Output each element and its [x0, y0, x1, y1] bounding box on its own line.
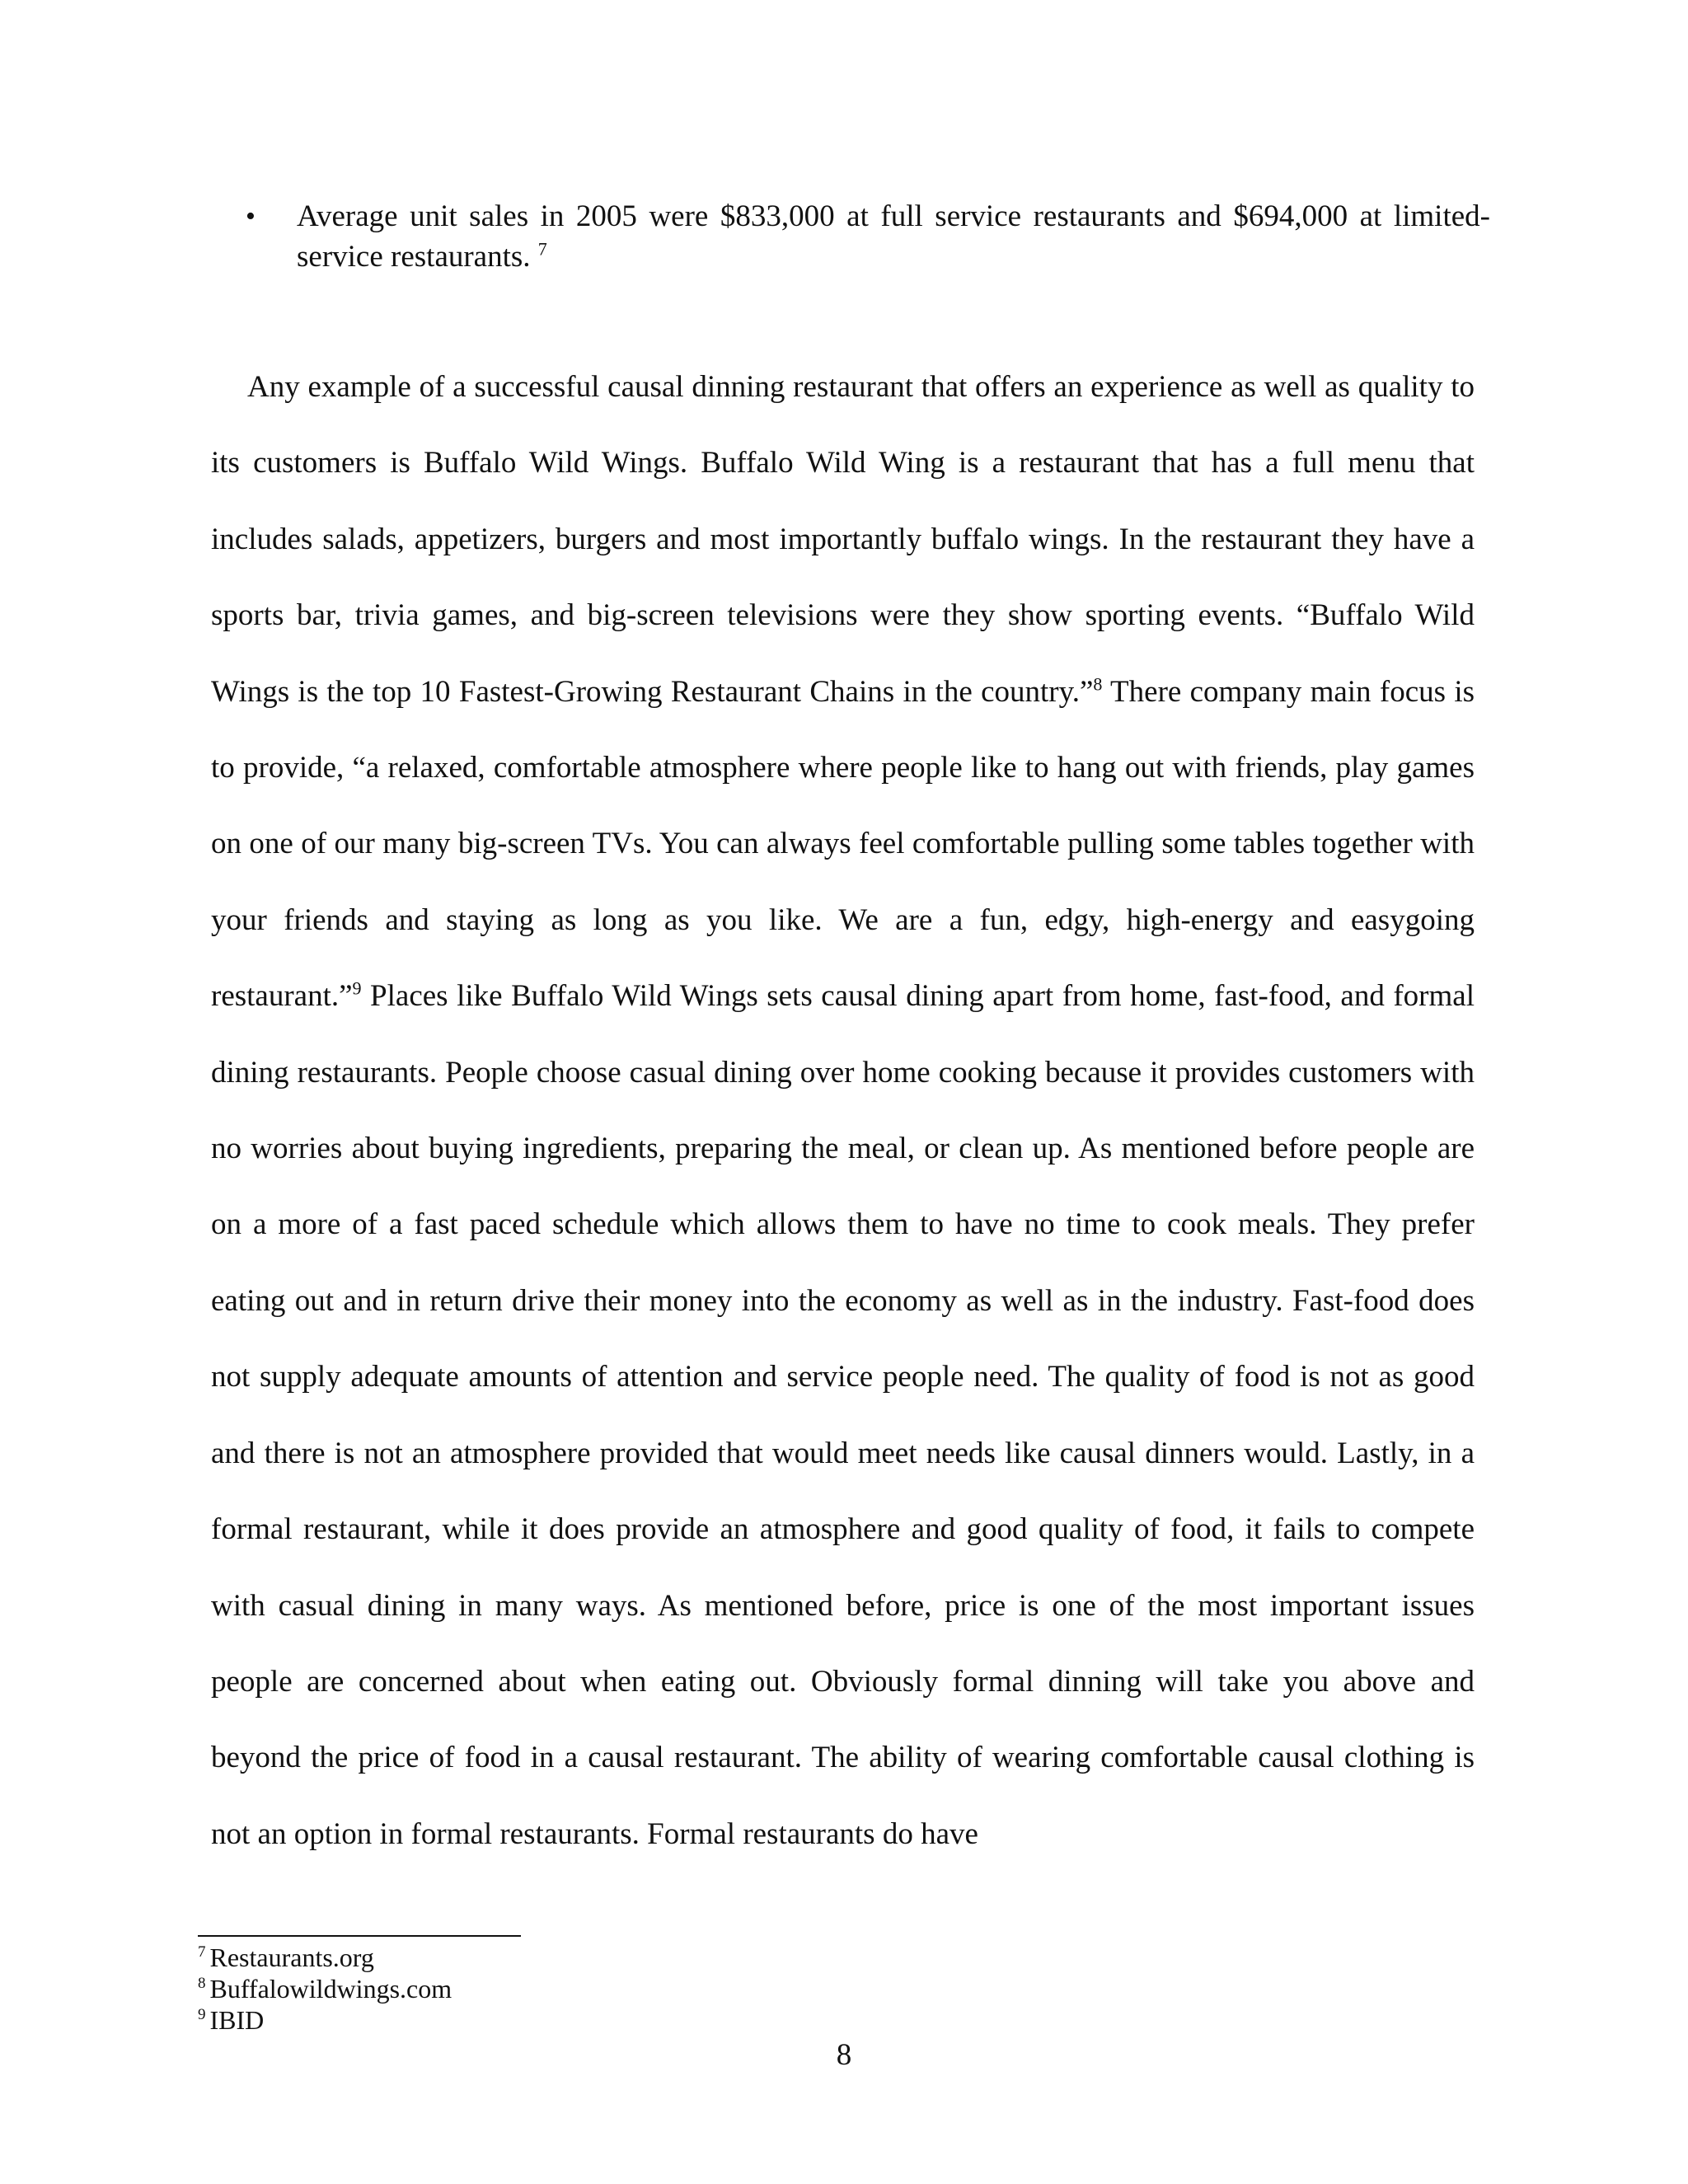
footnote-item — [198, 1942, 857, 1973]
body-segment-1: Any example of a successful causal dinning restaurant that offers an experience as well as quality to its customers is Buffalo Wild Wings. Buffalo Wild Wing is a restaurant that has a full menu that includes salads, appetizers, burgers and most importantly buffalo wings. In the restaurant they have a sports bar, trivia games, and big-screen televisions were they show sporting events. “Buffalo Wild Wings is the top 10 Fastest-Growing Restaurant Chains in the country.” — [211, 370, 1475, 709]
footnote-number: 8 — [198, 1975, 206, 1993]
bullet-symbol: • — [246, 201, 256, 232]
body-paragraph — [211, 349, 1475, 1872]
bullet-text — [297, 196, 1490, 277]
footnote-number: 9 — [198, 2006, 206, 2024]
page-number: 8 — [836, 2038, 852, 2072]
body-segment-2: There company main focus is to provide, “a relaxed, comfortable atmosphere where people like to hang out with friends, play games on one of our many big-screen TVs. You can always feel comfortable pulling some tables together with your friends and staying as long as you like. We are a fun, edgy, high-energy and easygoing restaurant.” — [211, 674, 1475, 1014]
footnote-ref-7: 7 — [537, 238, 547, 260]
footnote-ref-9: 9 — [352, 977, 362, 999]
footnote-text: Restaurants.org — [209, 1943, 374, 1972]
footnote-text: IBID — [209, 2005, 265, 2035]
footnote-separator — [198, 1935, 521, 1937]
footnote-item — [198, 1973, 857, 2004]
bullet-item — [246, 196, 1490, 277]
footnotes — [198, 1942, 857, 2036]
footnote-ref-8: 8 — [1093, 673, 1103, 695]
body-segment-3: Places like Buffalo Wild Wings sets causal dining apart from home, fast-food, and formal dining restaurants. People choose casual dining over home cooking because it provides customers with no worries about buying ingredients, preparing the meal, or clean up. As mentioned before people are on a more of a fast paced schedule which allows them to have no time to cook meals. They prefer eating out and in return drive their money into the economy as well as in the industry. Fast-food does not supply adequate amounts of attention and service people need. The quality of food is not as good and there is not an atmosphere provided that would meet needs like causal dinners would. Lastly, in a formal restaurant, while it does provide an atmosphere and good quality of food, it fails to compete with casual dining in many ways. As mentioned before, price is one of the most important issues people are concerned about when eating out. Obviously formal dinning will take you above and beyond the price of food in a causal restaurant. The ability of wearing comfortable causal clothing is not an option in formal restaurants. Formal restaurants do have — [211, 979, 1475, 1851]
bullet-text-body: Average unit sales in 2005 were $833,000 at full service restaurants and $694,000 at limited-service restaurants. — [297, 199, 1490, 274]
footnote-text: Buffalowildwings.com — [209, 1974, 452, 2004]
footnote-item — [198, 2004, 857, 2036]
footnote-number: 7 — [198, 1943, 206, 1961]
